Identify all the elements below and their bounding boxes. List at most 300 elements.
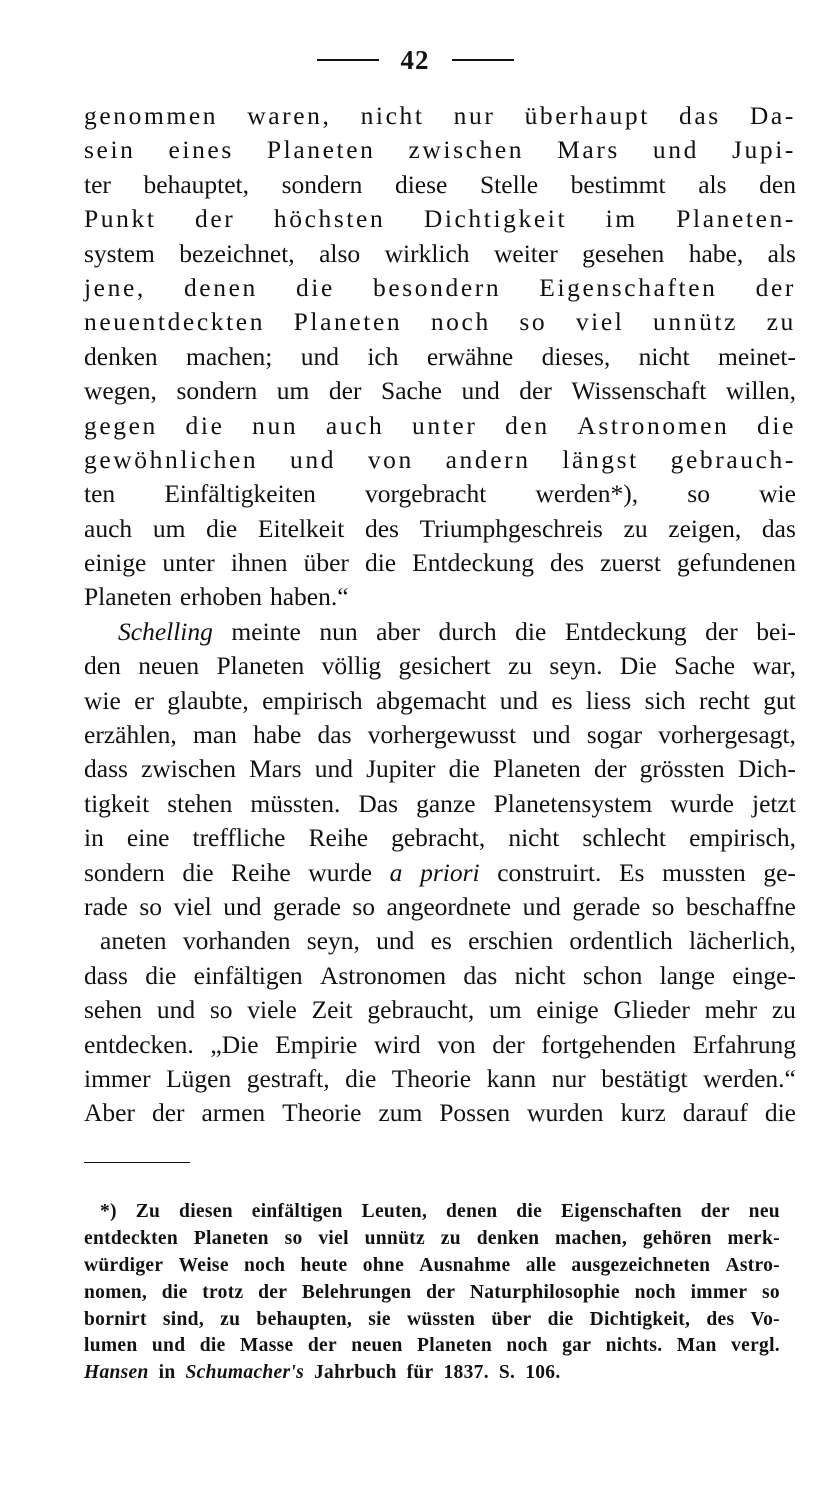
body-word: Einfältigkeiten	[164, 479, 316, 509]
body-word: wie	[84, 685, 121, 715]
body-word: gesichert	[398, 651, 491, 681]
body-line	[84, 821, 796, 855]
body-line	[84, 718, 796, 752]
body-word: wird	[373, 1029, 421, 1059]
footnote	[84, 1199, 780, 1387]
footnote-word: lumen	[84, 1335, 138, 1357]
body-word: „Die	[210, 1029, 259, 1059]
body-word: Da-	[749, 101, 796, 130]
body-word: behauptet,	[143, 169, 250, 199]
body-word: weiter	[493, 238, 558, 268]
body-word: nicht	[508, 823, 560, 853]
body-word: wirklich	[384, 238, 470, 268]
footnote-word: Dichtigkeit,	[589, 1308, 691, 1330]
body-word: so	[139, 891, 163, 921]
body-word: Sache	[674, 651, 736, 681]
body-word: das	[463, 960, 498, 990]
body-word: völlig	[321, 651, 382, 681]
body-word: fortgehenden	[541, 1029, 676, 1059]
body-word: so	[687, 479, 710, 509]
body-word: Eitelkeit	[257, 513, 345, 543]
body-line	[84, 133, 796, 167]
body-word: Planeten-	[676, 204, 796, 234]
footnote-word: ausgezeichneten	[571, 1254, 711, 1276]
footnote-word: *)	[100, 1201, 117, 1222]
body-word: immer	[84, 1063, 151, 1093]
body-line	[84, 237, 796, 271]
body-word: Triumphgeschreis	[419, 513, 603, 543]
body-line	[84, 512, 796, 546]
body-word: nur	[551, 1063, 586, 1093]
body-line	[84, 615, 796, 649]
footnote-word: Naturphilosophie	[469, 1281, 620, 1303]
body-word: Jupi-	[731, 135, 796, 165]
body-word: wurden	[527, 1098, 604, 1128]
body-word: der	[755, 272, 796, 302]
footnote-word: denken	[476, 1227, 540, 1249]
footnote-word: noch	[506, 1335, 548, 1357]
body-line	[84, 649, 796, 683]
body-word: Punkt	[84, 204, 157, 234]
body-word: a	[389, 857, 403, 887]
body-word: Zeit	[311, 995, 353, 1025]
body-word: und	[300, 341, 339, 371]
body-word: zuerst	[600, 548, 661, 578]
body-word: die	[185, 410, 225, 440]
body-word: viel	[173, 891, 212, 921]
body-word: neuentdeckten	[84, 307, 266, 337]
body-word: seyn,	[306, 926, 360, 956]
body-line	[84, 305, 796, 339]
body-word: erschien	[468, 926, 554, 956]
body-word: kann	[486, 1063, 537, 1093]
body-word: gerade	[572, 891, 641, 921]
body-word: Aber	[84, 1098, 135, 1128]
body-word: neuen	[138, 651, 200, 681]
footnote-word: immer	[690, 1281, 748, 1303]
body-line	[84, 374, 796, 408]
body-line	[84, 340, 796, 374]
body-line	[84, 890, 796, 924]
body-word: armen	[201, 1098, 266, 1128]
body-word: ganze	[416, 788, 476, 818]
body-line	[84, 959, 796, 993]
body-word: Planeten	[216, 651, 305, 681]
footnote-word: zu	[440, 1227, 461, 1249]
footnote-word: noch	[634, 1281, 676, 1303]
body-word: von	[367, 444, 414, 474]
footnote-line	[84, 1253, 780, 1280]
body-word: habe,	[688, 238, 744, 268]
header-rule-right	[452, 59, 514, 61]
body-word: und	[290, 444, 337, 474]
footnote-word: denen	[446, 1201, 498, 1222]
body-word: die	[145, 960, 177, 990]
body-word: Possen	[439, 1098, 511, 1128]
body-line	[84, 546, 796, 580]
footnote-word: Planeten	[193, 1227, 269, 1249]
body-word: so	[651, 891, 675, 921]
footnote-word: der	[307, 1335, 337, 1357]
body-word: viele	[247, 995, 297, 1025]
body-line	[84, 752, 796, 786]
body-word: willen,	[725, 376, 796, 406]
footnote-word: nomen,	[84, 1281, 148, 1303]
body-word: zu	[766, 307, 796, 337]
footnote-word: Jahrbuch	[314, 1362, 397, 1384]
body-word: Glieder	[613, 995, 690, 1025]
body-word: bestätigt	[601, 1063, 688, 1093]
body-word: Dichtigkeit	[423, 204, 568, 234]
body-word: dieses,	[541, 341, 611, 371]
body-word: bestimmt	[570, 169, 666, 199]
footnote-word: Hansen	[84, 1362, 149, 1384]
footnote-word: sind,	[162, 1308, 204, 1330]
footnote-word: die	[199, 1335, 226, 1357]
footnote-word: über	[491, 1308, 532, 1330]
body-word: wie	[759, 479, 796, 509]
body-word: werden*),	[535, 479, 639, 509]
body-word: überhaupt	[524, 101, 650, 130]
footnote-word: und	[151, 1335, 186, 1357]
body-word: um	[489, 995, 522, 1025]
body-word: meinte	[231, 616, 301, 646]
body-word: erhoben	[179, 582, 262, 612]
body-line	[84, 1062, 796, 1096]
footnote-word: gehören	[642, 1227, 712, 1249]
footnote-word: die	[516, 1201, 543, 1222]
body-word: sondern	[281, 169, 363, 199]
body-word: empirisch,	[689, 823, 796, 853]
body-word: zeigen,	[668, 513, 742, 543]
body-word: nun	[252, 410, 299, 440]
body-word: nun	[319, 616, 358, 646]
body-word: so	[352, 891, 376, 921]
body-word: durch	[438, 616, 497, 646]
footnote-word: die	[161, 1281, 188, 1303]
body-word: haben.“	[269, 582, 349, 612]
body-word: aber	[376, 616, 421, 646]
body-word: wurde	[308, 857, 373, 887]
body-word: die	[757, 410, 796, 440]
body-line	[84, 271, 796, 305]
body-word: die	[295, 272, 335, 302]
body-word: recht	[698, 685, 750, 715]
body-word: waren,	[247, 101, 332, 130]
footnote-word: heute	[300, 1254, 348, 1276]
body-word: Entdeckung	[564, 616, 687, 646]
body-word: es	[430, 926, 452, 956]
body-word: Schelling	[118, 616, 213, 646]
footnote-word: 106.	[525, 1362, 561, 1384]
body-word: und	[652, 135, 699, 165]
page-number: 42	[400, 44, 430, 75]
body-word: Sache	[381, 376, 442, 406]
footnote-word: in	[158, 1362, 176, 1384]
body-word: bezeichnet,	[179, 238, 295, 268]
body-line	[84, 1028, 796, 1062]
body-word: Erfahrung	[692, 1029, 796, 1059]
footnote-word: nichts.	[605, 1335, 663, 1357]
body-word: um	[276, 376, 310, 406]
body-word: einige	[84, 548, 147, 578]
body-word: den	[84, 651, 121, 681]
body-word: bei-	[756, 616, 796, 646]
body-word: Theorie	[282, 1098, 362, 1128]
body-word: müssten.	[250, 788, 341, 818]
body-word: er	[134, 685, 154, 715]
body-word: Astronomen	[319, 960, 447, 990]
body-word: so	[519, 307, 548, 337]
body-word: und	[522, 891, 561, 921]
body-word: mehr	[704, 995, 758, 1025]
footnote-word: Schumacher's	[185, 1362, 304, 1384]
body-word: gesehen	[582, 238, 665, 268]
body-line	[84, 409, 796, 443]
footnote-line	[84, 1307, 780, 1334]
body-word: dass	[84, 960, 128, 990]
body-word: auch	[325, 410, 385, 440]
body-word: die	[448, 754, 480, 784]
footnote-word: viel	[318, 1227, 349, 1249]
body-word: um	[152, 513, 186, 543]
body-word: viel	[575, 307, 625, 337]
body-line	[84, 856, 796, 890]
footnote-word: Ausnahme	[419, 1254, 511, 1276]
body-word: und	[376, 926, 415, 956]
body-word: Lügen	[166, 1063, 232, 1093]
footnote-word: der	[258, 1281, 288, 1303]
footnote-word: Weise	[178, 1254, 229, 1276]
body-word: vorhergewusst	[367, 720, 517, 750]
body-word: der	[328, 376, 362, 406]
body-word: dass	[84, 754, 128, 784]
body-word: schlecht	[582, 823, 666, 853]
body-word: der	[492, 1029, 525, 1059]
footnote-word: Eigenschaften	[560, 1201, 682, 1222]
footnote-word: zu	[220, 1308, 241, 1330]
body-word: sich	[644, 685, 686, 715]
body-word: rade	[84, 891, 128, 921]
body-word: als	[767, 238, 796, 268]
body-word: Planeten	[266, 135, 376, 165]
body-word: glaubte,	[167, 685, 249, 715]
body-word: sehen	[84, 995, 143, 1025]
body-word: abgemacht	[375, 685, 487, 715]
body-word: Reihe	[231, 857, 291, 887]
body-word: Planeten	[492, 754, 581, 784]
body-word: werden.“	[703, 1063, 796, 1093]
footnote-word: gar	[562, 1335, 592, 1357]
body-word: war,	[752, 651, 796, 681]
body-word: der	[593, 754, 627, 784]
body-word: nicht	[360, 101, 425, 130]
footnote-word: Leuten,	[361, 1201, 428, 1222]
body-line	[84, 99, 796, 133]
footnote-word: für	[406, 1362, 434, 1384]
body-word: aneten	[100, 926, 167, 956]
footnote-word: so	[762, 1281, 780, 1303]
body-word: andern	[445, 444, 531, 474]
body-word: sein	[84, 135, 136, 165]
body-word: sondern	[84, 857, 165, 887]
body-word: man	[192, 720, 237, 750]
body-word: nur	[453, 101, 496, 130]
body-word: wegen,	[84, 376, 157, 406]
body-word: die	[182, 857, 214, 887]
body-word: gewöhnlichen	[84, 444, 259, 474]
body-word: erzählen,	[84, 720, 177, 750]
body-word: das	[761, 513, 796, 543]
footnote-word: die	[547, 1308, 574, 1330]
footnote-word: würdiger	[84, 1254, 164, 1276]
body-word: ge-	[763, 857, 796, 887]
body-word: Stelle	[479, 169, 539, 199]
body-word: liess	[585, 685, 632, 715]
body-word: erwähne	[426, 341, 514, 371]
body-word: Mars	[249, 754, 302, 784]
body-word: lange	[659, 960, 715, 990]
footnote-word: der	[426, 1281, 456, 1303]
footnote-word: des	[706, 1308, 735, 1330]
body-word: die	[764, 1098, 796, 1128]
footnote-word: machen,	[555, 1227, 627, 1249]
body-word: nicht	[638, 341, 690, 371]
body-word: der	[705, 616, 738, 646]
body-word: und	[499, 685, 538, 715]
footnote-word: Vo-	[750, 1308, 780, 1330]
footnote-word: entdeckten	[84, 1227, 178, 1249]
body-word: darauf	[682, 1098, 748, 1128]
body-word: und	[156, 995, 196, 1025]
body-word: gebrauch-	[670, 444, 796, 474]
body-word: unnütz	[653, 307, 739, 337]
body-word: Theorie	[391, 1063, 472, 1093]
body-word: ihnen	[230, 548, 288, 578]
body-word: gut	[763, 685, 796, 715]
body-word: kurz	[620, 1098, 666, 1128]
body-word: zum	[378, 1098, 423, 1128]
body-word: einfältigen	[193, 960, 303, 990]
header-rule-left	[317, 59, 379, 61]
footnote-word: der	[700, 1201, 730, 1222]
body-word: Planeten	[293, 307, 403, 337]
body-word: nicht	[514, 960, 566, 990]
body-word: Die	[619, 651, 657, 681]
body-text	[84, 99, 796, 1131]
body-word: gerade	[272, 891, 341, 921]
body-word: seyn.	[549, 651, 603, 681]
body-word: des	[364, 513, 399, 543]
body-word: zwischen	[141, 754, 236, 784]
body-word: besondern	[372, 272, 502, 302]
body-word: den	[505, 410, 550, 440]
footnote-word: Astro-	[725, 1254, 780, 1276]
body-word: und	[461, 376, 500, 406]
body-word: genommen	[84, 101, 219, 130]
body-word: es	[551, 685, 573, 715]
body-word: tigkeit	[84, 788, 150, 818]
body-word: ten	[84, 479, 116, 509]
body-word: stehen	[167, 788, 233, 818]
body-line	[84, 993, 796, 1027]
footnote-word: vergl.	[731, 1335, 780, 1357]
body-word: das	[317, 720, 352, 750]
body-word: gebraucht,	[367, 995, 475, 1025]
footnote-word: S.	[498, 1362, 516, 1384]
body-word: sondern	[176, 376, 258, 406]
body-line	[84, 787, 796, 821]
body-word: im	[605, 204, 638, 234]
body-word: angeordnete	[386, 891, 512, 921]
body-word: construirt.	[497, 857, 602, 887]
body-line	[84, 924, 796, 958]
body-word: eine	[126, 823, 170, 853]
body-word: das	[679, 101, 721, 130]
body-word: ordentlich	[569, 926, 673, 956]
footnote-word: unnütz	[364, 1227, 425, 1249]
body-word: den	[759, 169, 796, 199]
body-word: Reihe	[308, 823, 369, 853]
body-word: über	[303, 548, 349, 578]
body-word: Jupiter	[366, 754, 436, 784]
body-word: ter	[84, 169, 111, 199]
body-word: und	[532, 720, 571, 750]
body-word: priori	[420, 857, 480, 887]
body-word: denken	[84, 341, 158, 371]
footnote-word: behaupten,	[256, 1308, 353, 1330]
footnote-word: diesen	[179, 1201, 233, 1222]
body-line	[84, 477, 796, 511]
body-word: sogar	[586, 720, 643, 750]
footnote-word: Man	[676, 1335, 717, 1357]
page-header	[0, 40, 830, 80]
body-word: habe	[253, 720, 302, 750]
footnote-word: Planeten	[417, 1335, 493, 1357]
body-word: als	[698, 169, 727, 199]
footnote-word: Zu	[135, 1201, 161, 1222]
body-word: Entdeckung	[412, 548, 534, 578]
footnote-word: trotz	[202, 1281, 244, 1303]
body-word: die	[364, 548, 397, 578]
body-word: des	[550, 548, 585, 578]
body-word: eines	[168, 135, 234, 165]
body-word: Eigenschaften	[539, 272, 718, 302]
body-word: meinet-	[718, 341, 796, 371]
body-word: zu	[771, 995, 796, 1025]
body-word: beschaffne	[685, 891, 796, 921]
footnote-word: Belehrungen	[301, 1281, 412, 1303]
footnote-line	[84, 1280, 780, 1307]
body-word: einige	[536, 995, 599, 1025]
body-word: unter	[412, 410, 478, 440]
body-word: zwischen	[408, 135, 525, 165]
body-word: längst	[562, 444, 639, 474]
body-word: auch	[84, 513, 133, 543]
body-word: Mars	[557, 135, 620, 165]
body-word: die	[206, 513, 238, 543]
body-word: Wissenschaft	[571, 376, 707, 406]
body-word: von	[437, 1029, 476, 1059]
footnote-word: bornirt	[84, 1308, 147, 1330]
body-word: schon	[582, 960, 643, 990]
body-word: Es	[618, 857, 645, 887]
body-word: grössten	[639, 754, 725, 784]
body-word: Astronomen	[577, 410, 730, 440]
body-word: so	[209, 995, 233, 1025]
footnote-word: wüssten	[406, 1308, 476, 1330]
body-word: vorhanden	[182, 926, 291, 956]
